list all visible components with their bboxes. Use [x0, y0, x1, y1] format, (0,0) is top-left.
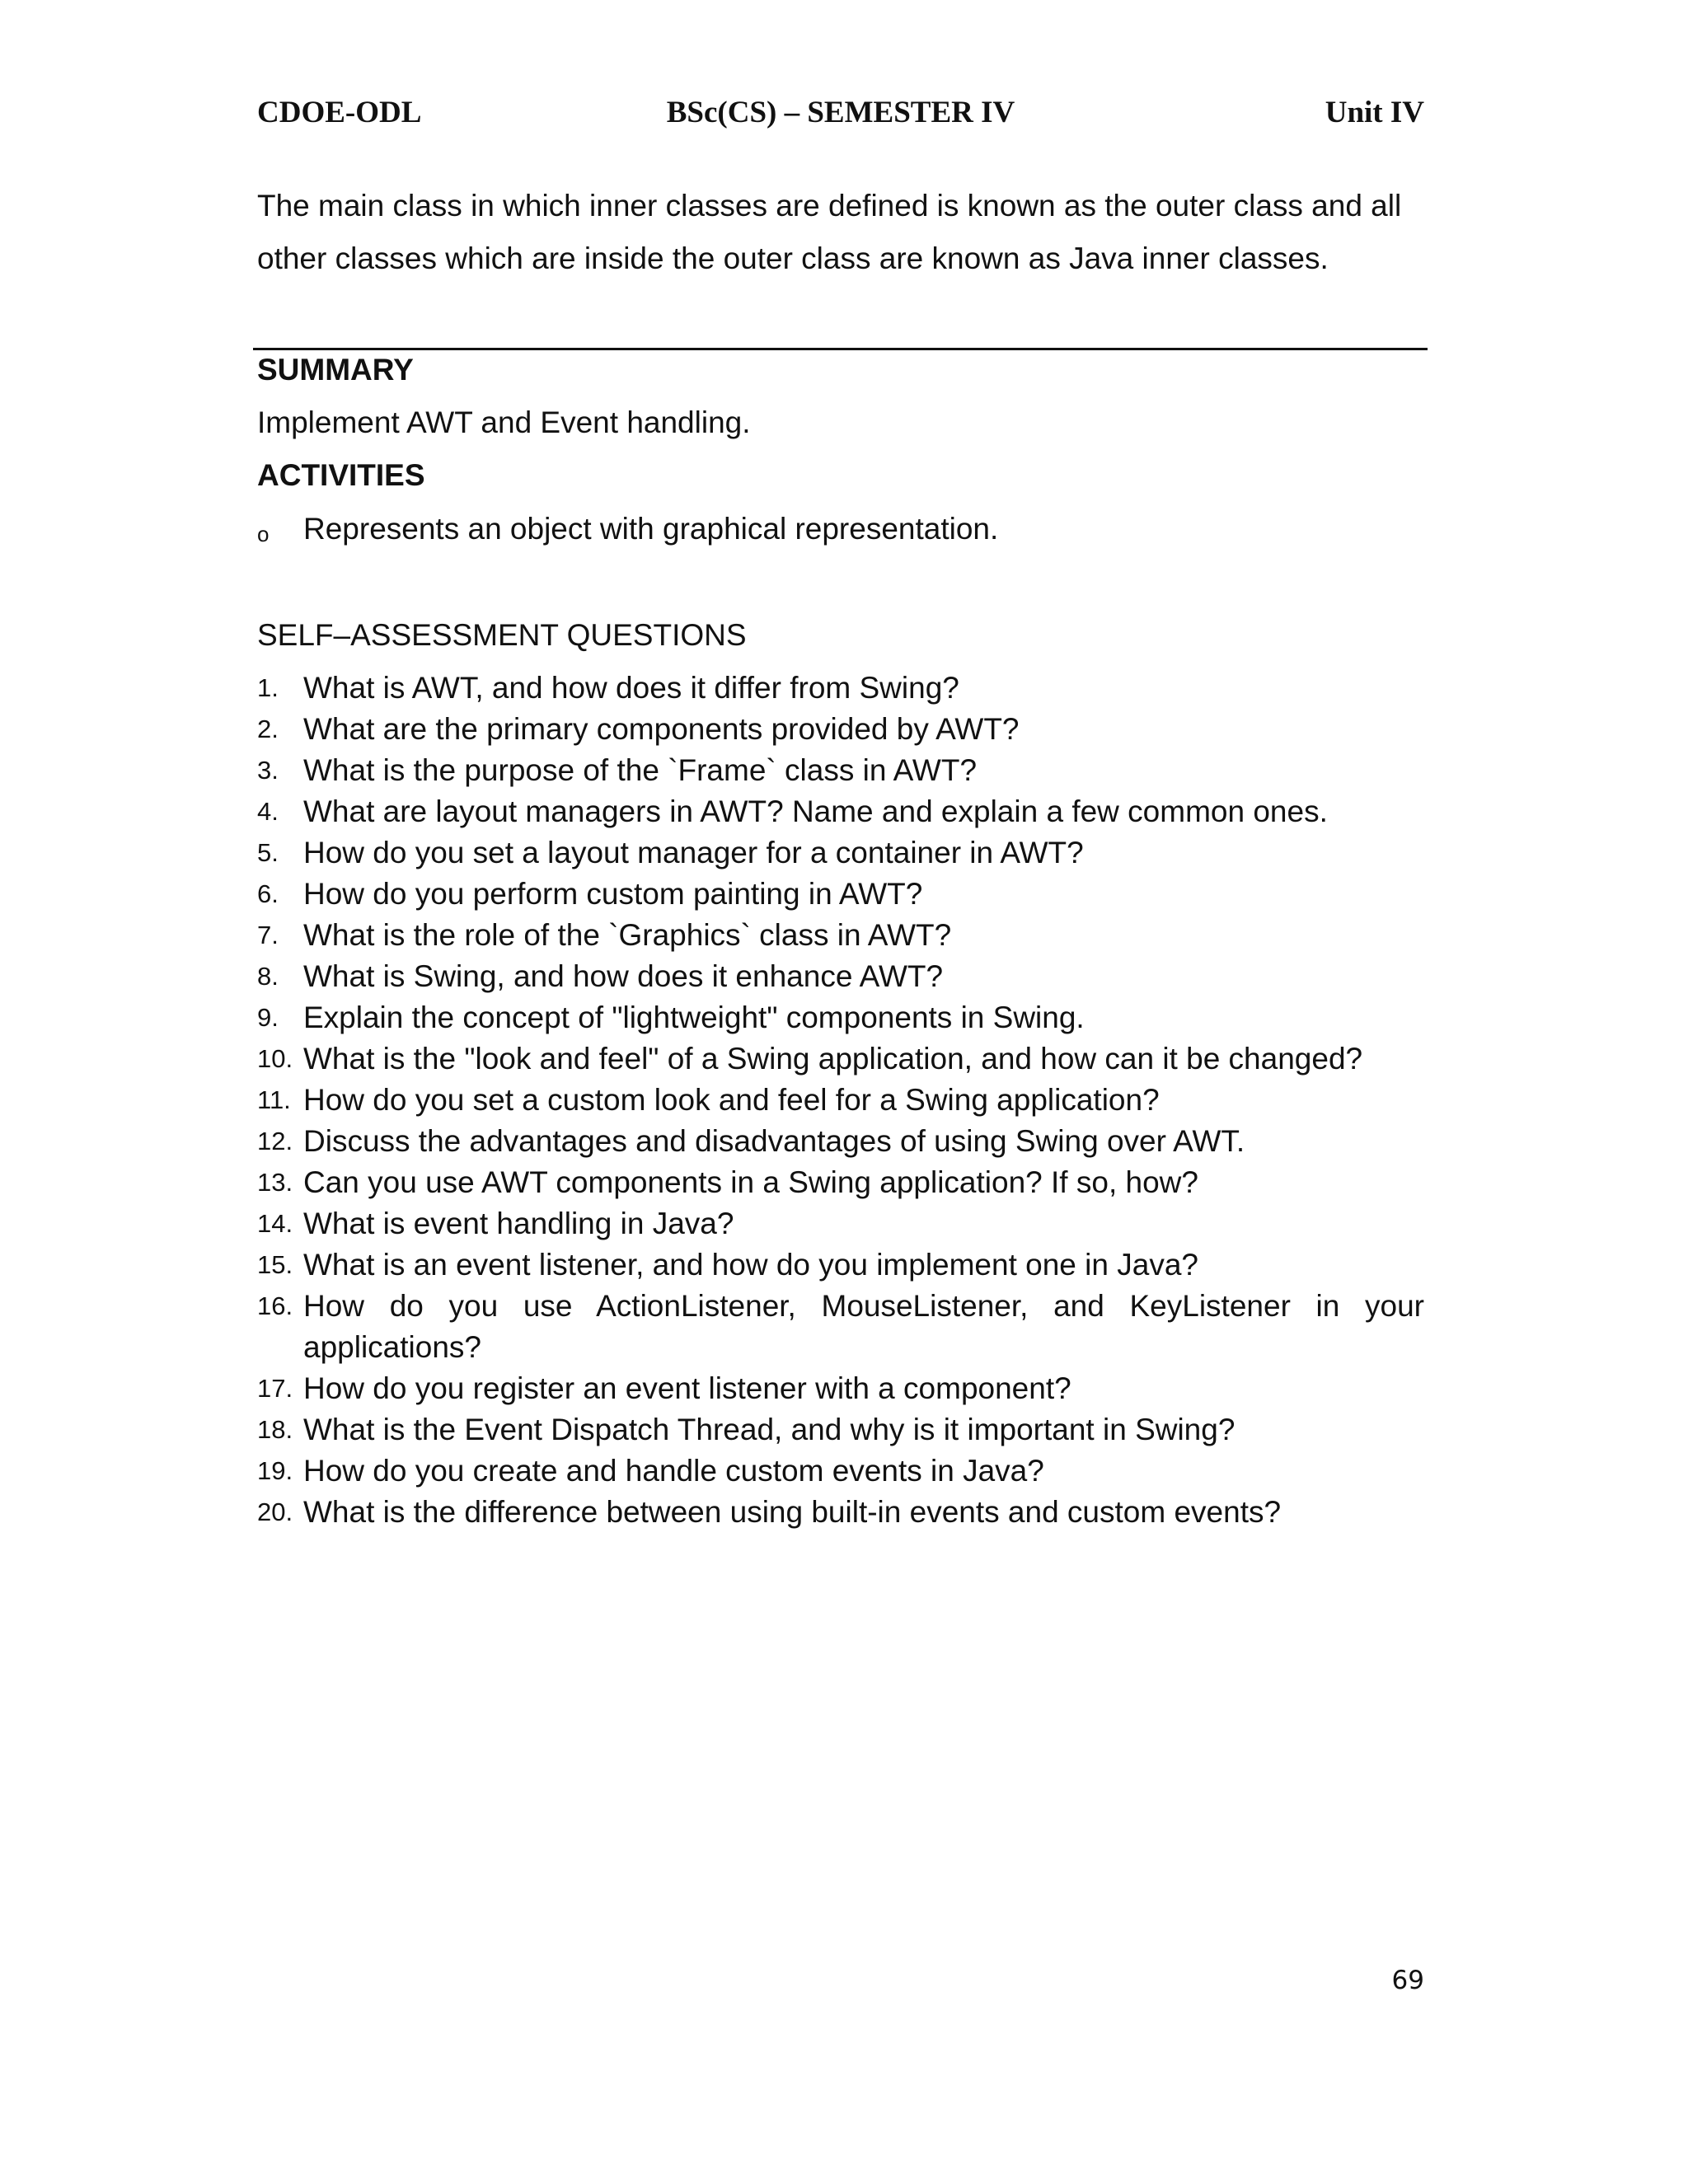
- question-text: How do you perform custom painting in AWT?: [303, 877, 923, 911]
- question-number: 11.: [257, 1085, 291, 1114]
- activity-text: Represents an object with graphical representation.: [303, 512, 999, 546]
- question-item: [257, 709, 1424, 750]
- question-item: [257, 1409, 1424, 1451]
- section-divider: [253, 348, 1428, 350]
- question-number: 1.: [257, 673, 279, 702]
- question-item: [257, 1080, 1424, 1121]
- question-number: 5.: [257, 838, 279, 867]
- question-item: [257, 874, 1424, 915]
- question-item: [257, 1492, 1424, 1533]
- header-institution: CDOE-ODL: [257, 96, 422, 129]
- activities-heading: ACTIVITIES: [257, 458, 425, 492]
- question-item: [257, 1121, 1424, 1162]
- question-item: [257, 668, 1424, 709]
- question-text: How do you use ActionListener, MouseListener, and KeyListener in your applications?: [303, 1289, 1424, 1364]
- question-number: 17.: [257, 1374, 293, 1403]
- question-text: What is AWT, and how does it differ from Swing?: [303, 671, 959, 705]
- question-number: 12.: [257, 1127, 293, 1155]
- question-text: How do you set a layout manager for a container in AWT?: [303, 836, 1084, 869]
- bullet-icon: o: [257, 522, 270, 546]
- question-item: [257, 832, 1424, 874]
- question-text: What is event handling in Java?: [303, 1207, 734, 1240]
- question-text: Can you use AWT components in a Swing application? If so, how?: [303, 1165, 1198, 1199]
- question-list: [257, 668, 1424, 1533]
- question-text: What are the primary components provided by AWT?: [303, 712, 1020, 746]
- summary-text: Implement AWT and Event handling.: [257, 405, 751, 439]
- question-text: How do you register an event listener with a component?: [303, 1371, 1071, 1405]
- question-text: What is the purpose of the `Frame` class in AWT?: [303, 753, 978, 787]
- self-assessment-heading: SELF–ASSESSMENT QUESTIONS: [257, 618, 747, 652]
- question-number: 15.: [257, 1250, 293, 1279]
- question-number: 9.: [257, 1003, 279, 1032]
- question-item: [257, 1162, 1424, 1203]
- question-text: How do you set a custom look and feel for a Swing application?: [303, 1083, 1160, 1117]
- question-number: 8.: [257, 962, 279, 991]
- question-text: How do you create and handle custom events in Java?: [303, 1454, 1044, 1488]
- question-number: 3.: [257, 756, 279, 785]
- question-text: What is the difference between using built-in events and custom events?: [303, 1495, 1282, 1529]
- question-number: 20.: [257, 1497, 293, 1526]
- question-item: [257, 997, 1424, 1038]
- question-number: 18.: [257, 1415, 293, 1444]
- question-item: [257, 791, 1424, 832]
- page-header: [257, 92, 1424, 134]
- question-item: [257, 1038, 1424, 1080]
- question-item: [257, 1286, 1424, 1368]
- question-number: 2.: [257, 715, 279, 743]
- question-text: What is the Event Dispatch Thread, and why is it important in Swing?: [303, 1413, 1236, 1446]
- question-item: [257, 1244, 1424, 1286]
- question-number: 10.: [257, 1044, 293, 1073]
- summary-heading: SUMMARY: [257, 353, 414, 387]
- question-number: 6.: [257, 879, 279, 908]
- intro-paragraph: The main class in which inner classes are defined is known as the outer class and all other classes which are inside the outer class are known as Java inner classes.: [257, 189, 1402, 275]
- question-item: [257, 750, 1424, 791]
- question-number: 14.: [257, 1209, 293, 1238]
- question-text: What are layout managers in AWT? Name and explain a few common ones.: [303, 794, 1328, 828]
- question-number: 16.: [257, 1291, 293, 1320]
- page-number: 69: [1391, 1966, 1424, 1995]
- question-text: What is Swing, and how does it enhance AWT?: [303, 959, 944, 993]
- question-item: [257, 915, 1424, 956]
- question-text: Explain the concept of "lightweight" components in Swing.: [303, 1001, 1085, 1034]
- question-text: What is the "look and feel" of a Swing application, and how can it be changed?: [303, 1042, 1363, 1076]
- header-unit: Unit IV: [1325, 96, 1424, 129]
- question-item: [257, 1203, 1424, 1244]
- question-item: [257, 1368, 1424, 1409]
- question-number: 19.: [257, 1456, 293, 1485]
- header-course: BSc(CS) – SEMESTER IV: [666, 96, 1015, 129]
- question-item: [257, 1451, 1424, 1492]
- question-item: [257, 956, 1424, 997]
- question-number: 13.: [257, 1168, 293, 1197]
- question-number: 7.: [257, 921, 279, 949]
- question-text: What is the role of the `Graphics` class in AWT?: [303, 918, 952, 952]
- question-text: What is an event listener, and how do you implement one in Java?: [303, 1248, 1198, 1282]
- question-number: 4.: [257, 797, 279, 826]
- question-text: Discuss the advantages and disadvantages of using Swing over AWT.: [303, 1124, 1245, 1158]
